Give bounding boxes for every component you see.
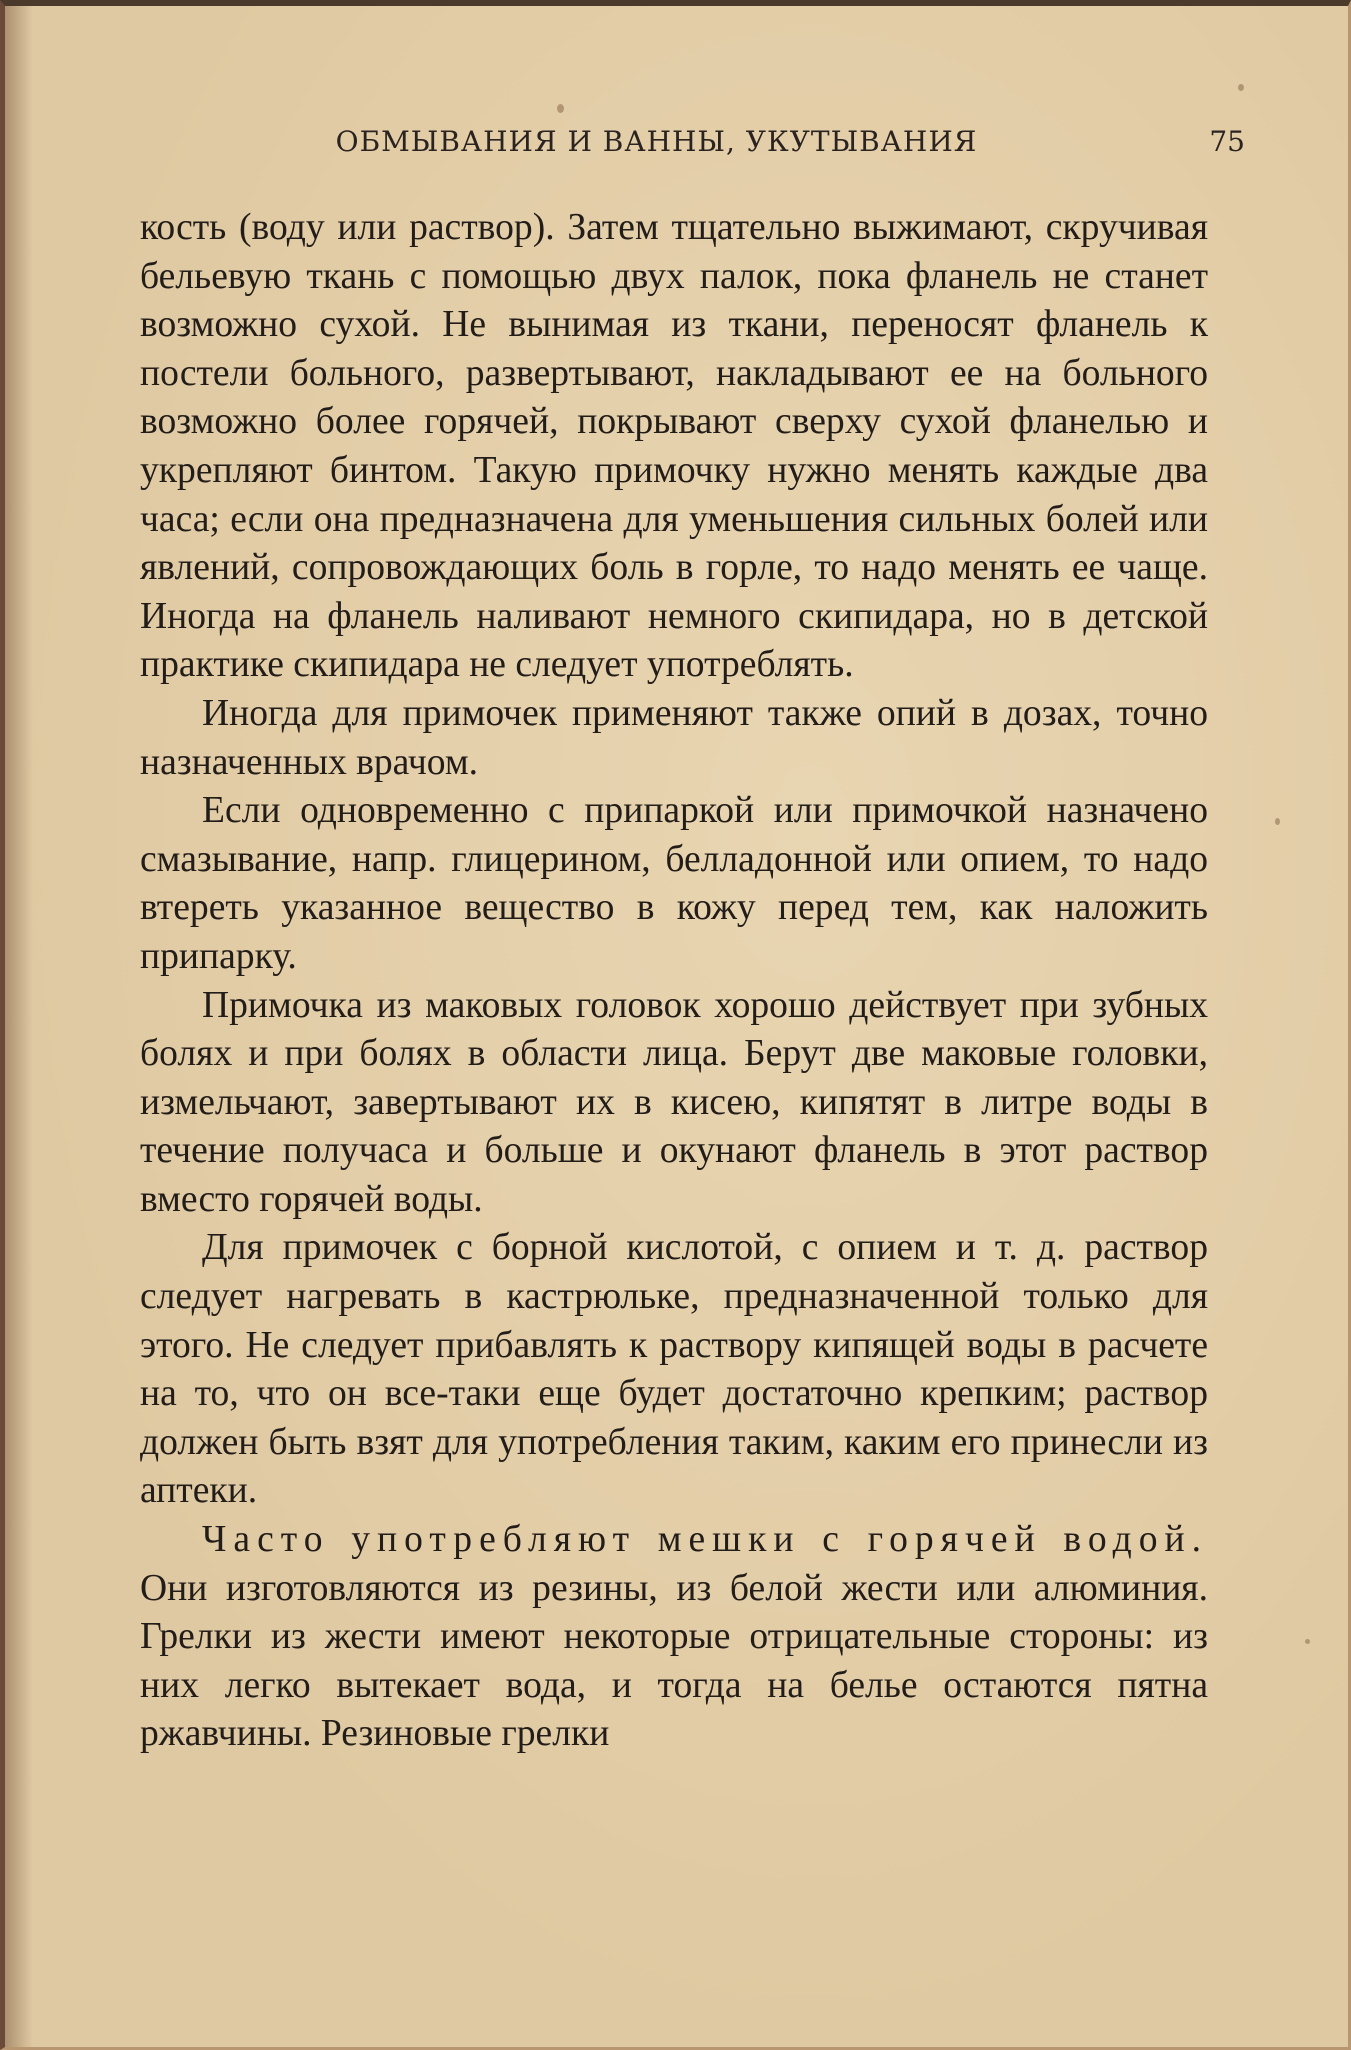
- page-number: 75: [1209, 125, 1245, 158]
- spaced-emphasis: Часто употребляют мешки с горячей водой.: [202, 1519, 1208, 1561]
- paragraph: [140, 1516, 1208, 1759]
- paragraph: Если одновременно с припаркой или примочкой назначено смазывание, напр. глицерином, белладонной или опием, то надо втереть указанное вещество в кожу перед тем, как наложить припарку.: [140, 790, 1208, 977]
- paragraph: кость (воду или раствор). Затем тщательно выжимают, скручивая бельевую ткань с помощью двух палок, пока фланель не станет возможно сухой. Не вынимая из ткани, переносят фланель к постели больного, развертывают, накладывают ее на больного возможно более горячей, покрывают сверху сухой фланелью и укрепляют бинтом. Такую примочку нужно менять каждые два часа; если она предназначена для уменьшения сильных болей или явлений, сопровождающих боль в горле, то надо менять ее чаще. Иногда на фланель наливают немного скипидара, но в детской практике скипидара не следует употреблять.: [140, 207, 1208, 686]
- body-text: [140, 204, 1208, 1759]
- paragraph: Примочка из маковых головок хорошо действует при зубных болях и при болях в области лица. Берут две маковые головки, измельчают, завертывают их в кисею, кипятят в литре воды в течение получаса и больше и окунают фланель в этот раствор вместо горячей воды.: [140, 984, 1208, 1220]
- paper-speck: [1238, 84, 1244, 91]
- paragraph: Иногда для примочек применяют также опий в дозах, точно назначенных врачом.: [140, 692, 1208, 783]
- running-head: [5, 118, 1348, 166]
- paragraph: Для примочек с борной кислотой, с опием и т. д. раствор следует нагревать в кастрюльке, предназначенной только для этого. Не следует прибавлять к раствору кипящей воды в расчете на то, что он все-таки еще будет достаточно крепким; раствор должен быть взят для употребления таким, каким его принесли из аптеки.: [140, 1227, 1208, 1512]
- paragraph-continuation: Они изготовляются из резины, из белой жести или алюминия. Грелки из жести имеют некоторые отрицательные стороны: из них легко вытекает вода, и тогда на белье остаются пятна ржавчины. Резиновые грелки: [140, 1567, 1208, 1755]
- paper-speck: [1305, 1639, 1310, 1644]
- running-title: ОБМЫВАНИЯ И ВАННЫ, УКУТЫВАНИЯ: [335, 125, 978, 158]
- paper-speck: [557, 104, 564, 113]
- page-gutter-shadow: [5, 6, 33, 2047]
- paper-speck: [1275, 818, 1280, 825]
